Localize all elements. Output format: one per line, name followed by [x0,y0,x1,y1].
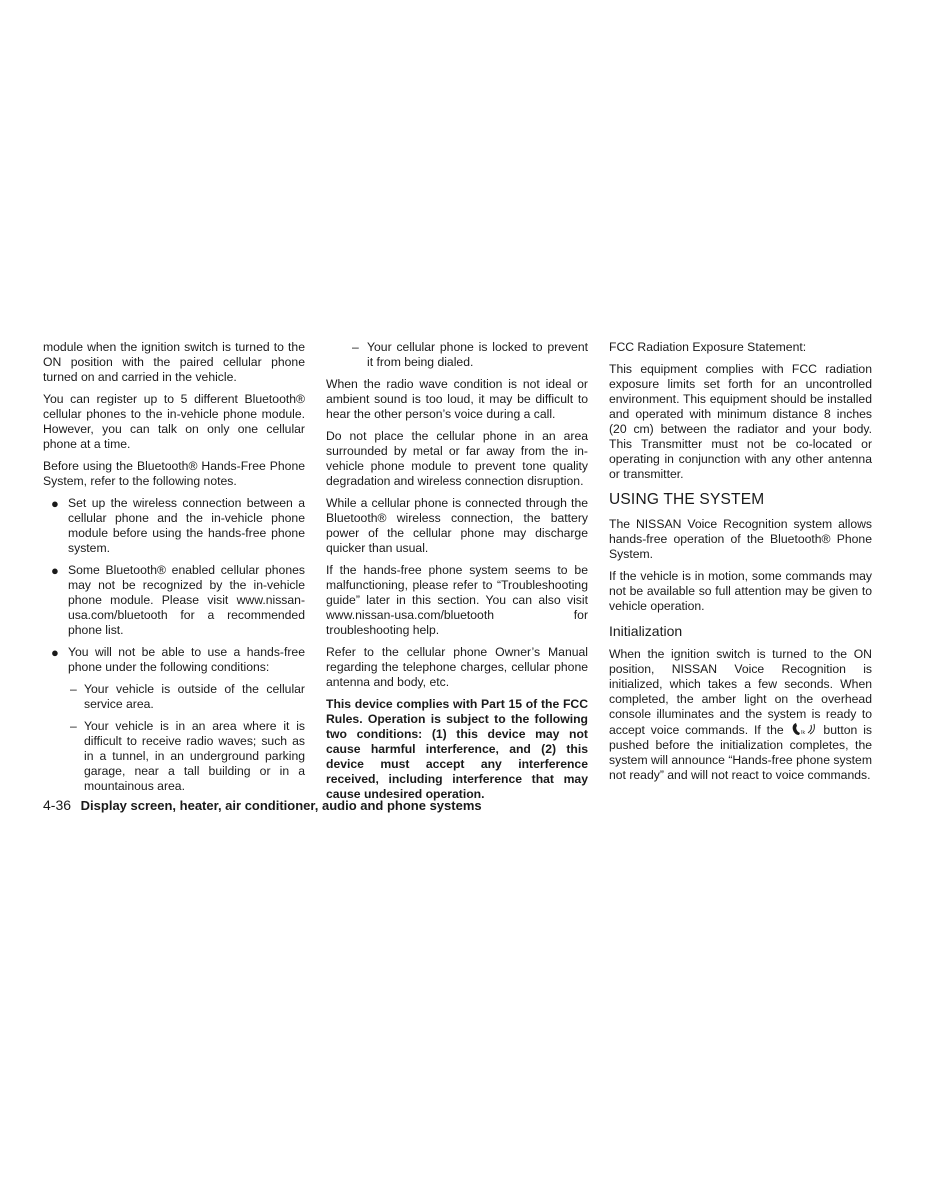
paragraph: FCC Radiation Exposure Statement: [609,340,807,354]
page-number: 4-36 [43,797,72,813]
bullet-icon: ● [51,496,59,511]
bullet-icon: ● [51,563,59,578]
bullet-item [43,496,305,556]
dash-text: Your vehicle is in an area where it is difficult to receive radio waves; such as in a tunnel, in an underground parking garage, near a tall building or in a mountainous area. [84,719,305,793]
paragraph: When the radio wave condition is not ideal or ambient sound is too loud, it may be difficult to hear the other person’s voice during a call. [326,377,588,421]
paragraph: If the hands-free phone system seems to be malfunctioning, please refer to “Troubleshooting guide” later in this section. You can also visit www.nissan-usa.com/bluetooth for troubleshooting help. [326,563,588,637]
dash-text: Your cellular phone is locked to prevent it from being dialed. [367,340,588,369]
column-middle [326,340,588,809]
bullet-text: Some Bluetooth® enabled cellular phones may not be recognized by the in-vehicle phone module. Please visit www.nissan-usa.com/bluetooth for a recommended phone list. [68,563,305,637]
paragraph: This equipment complies with FCC radiation exposure limits set forth for an uncontrolled environment. This equipment should be installed and operated with minimum distance 8 inches (20 cm) between the radiator and your body. This Transmitter must not be co-located or operating in conjunction with any other antenna or transmitter. [609,362,872,481]
paragraph: Do not place the cellular phone in an area surrounded by metal or far away from the in-vehicle phone module to prevent tone quality degradation and wireless connection disruption. [326,429,588,488]
dash-icon: – [352,340,359,354]
section-title: Display screen, heater, air conditioner, audio and phone systems [80,798,482,813]
bullet-icon: ● [51,645,59,660]
page-footer [43,797,482,813]
bullet-text: Set up the wireless connection between a cellular phone and the in-vehicle phone module before using the hands-free phone system. [68,496,305,555]
dash-icon: – [70,682,77,696]
dash-icon: – [70,719,77,733]
paragraph-text: button is pushed before the initialization completes, the system will announce “Hands-free phone system not ready” and will not react to voice commands. [609,723,872,782]
paragraph: While a cellular phone is connected through the Bluetooth® wireless connection, the battery power of the cellular phone may discharge quicker than usual. [326,496,588,555]
dash-item [326,340,588,370]
paragraph [609,647,872,783]
section-heading: USING THE SYSTEM [609,491,765,508]
paragraph: You can register up to 5 different Bluetooth® cellular phones to the in-vehicle phone module. However, you can talk on only one cellular phone at a time. [43,392,305,451]
bullet-text: You will not be able to use a hands-free phone under the following conditions: [68,645,305,674]
fcc-compliance-notice: This device complies with Part 15 of the FCC Rules. Operation is subject to the following two conditions: (1) this device may not cause harmful interference, and (2) this device must accept any interference received, including interference that may cause undesired operation. [326,697,588,801]
dash-text: Your vehicle is outside of the cellular service area. [84,682,305,711]
paragraph: The NISSAN Voice Recognition system allows hands-free operation of the Bluetooth® Phone System. [609,517,872,561]
column-left [43,340,305,801]
svg-text:lk: lk [800,730,805,736]
paragraph-text: When the ignition switch is turned to the ON position, NISSAN Voice Recognition is initialized, which takes a few seconds. When completed, the amber light on the overhead console illuminates and the system is ready to accept voice commands. If the [609,647,872,737]
paragraph: Refer to the cellular phone Owner’s Manual regarding the telephone charges, cellular phone antenna and body, etc. [326,645,588,689]
subsection-heading: Initialization [609,623,683,639]
column-right [609,340,872,790]
bullet-item [43,645,305,675]
phone-talk-icon [790,722,818,736]
paragraph: module when the ignition switch is turned to the ON position with the paired cellular phone turned on and carried in the vehicle. [43,340,305,384]
bullet-item [43,563,305,638]
paragraph: If the vehicle is in motion, some commands may not be available so full attention may be given to vehicle operation. [609,569,872,613]
paragraph: Before using the Bluetooth® Hands-Free Phone System, refer to the following notes. [43,459,305,488]
dash-item [43,719,305,794]
dash-item [43,682,305,712]
